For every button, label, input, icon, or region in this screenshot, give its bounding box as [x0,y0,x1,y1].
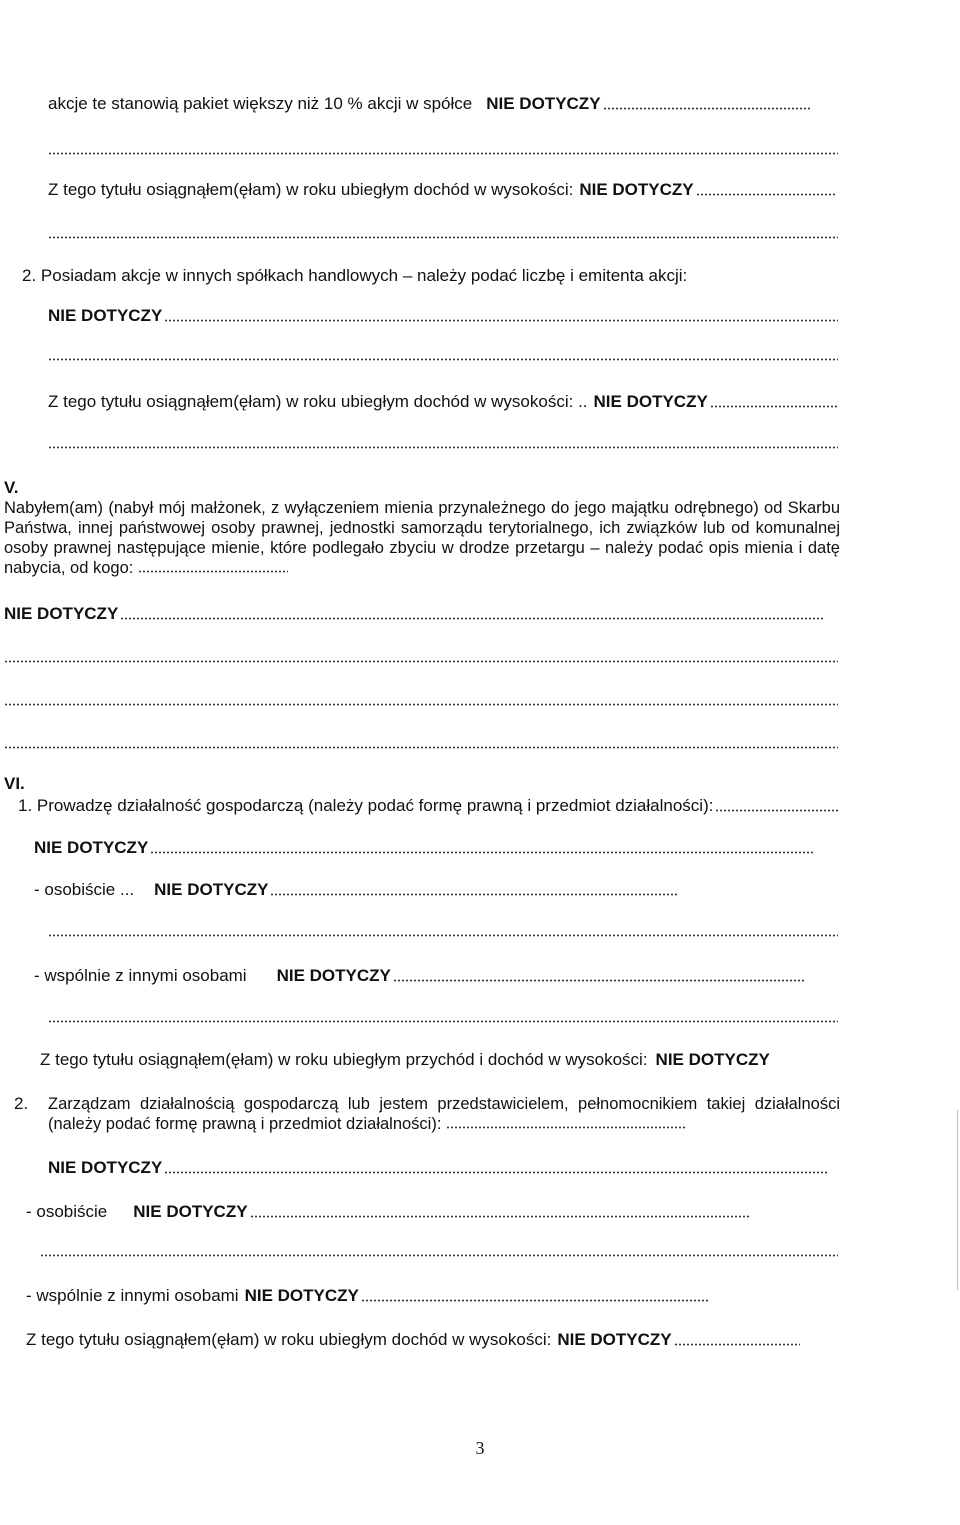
not-applicable-value: NIE DOTYCZY [593,392,708,411]
blank-dotted-line [4,660,838,663]
management-item-text-block [48,1094,840,1134]
section-vi-number: VI. [4,774,25,793]
fill-dots [393,979,806,982]
fill-dots [250,1215,750,1218]
other-shares-item [22,266,822,286]
income-line-2 [48,392,838,412]
income-text: Z tego tytułu osiągnąłem(ęłam) w roku ubiegłym dochód w wysokości: [48,180,574,199]
fill-dots [361,1299,708,1302]
not-applicable-value: NIE DOTYCZY [34,838,149,857]
other-shares-text: 2. Posiadam akcje w innych spółkach handlowych – należy podać liczbę i emitenta akcji: [22,266,688,285]
not-applicable-value: NIE DOTYCZY [48,306,163,325]
blank-dotted-line [4,746,838,749]
joint-label: - wspólnie z innymi osobami [26,1286,239,1305]
not-applicable-value: NIE DOTYCZY [579,180,694,199]
fill-dots [164,1171,828,1174]
blank-dotted-line [48,358,838,361]
revenue-line [40,1050,840,1070]
fill-dots [696,193,836,196]
section-v-number: V. [4,478,19,497]
fill-dots [270,893,678,896]
income-line-3 [26,1330,800,1350]
fill-dots [164,319,838,322]
blank-dotted-line [48,236,838,239]
fill-dots [120,617,824,620]
business-item-1 [18,796,838,816]
fill-dots [674,1343,800,1346]
business-item-1-text: 1. Prowadzę działalność gospodarczą (należy podać formę prawną i przedmiot działalności): [18,796,714,815]
personal-label: - osobiście ... [34,880,135,899]
fill-dots [150,851,814,854]
scan-edge-line [957,1110,958,1290]
joint-line [34,966,806,986]
not-applicable-value: NIE DOTYCZY [48,1158,163,1177]
shares-10-percent-line [48,94,812,114]
revenue-text: Z tego tytułu osiągnąłem(ęłam) w roku ubiegłym przychód i dochód w wysokości: [40,1050,648,1069]
management-item-text: Zarządzam działalnością gospodarczą lub jestem przedstawicielem, pełnomocnikiem takiej działalności (należy podać formę prawną i przedmiot działalności): [48,1095,840,1133]
blank-dotted-line [40,1254,838,1257]
personal-line [34,880,678,900]
not-applicable-value: NIE DOTYCZY [154,880,269,899]
fill-dots [603,107,812,110]
not-applicable-value: NIE DOTYCZY [655,1050,770,1069]
section-v-text: Nabyłem(am) (nabył mój małżonek, z wyłączeniem mienia przynależnego do jego majątku odrębnego) od Skarbu Państwa, innej państwowej osoby prawnej, jednostki samorządu terytorialnego, ich związków lub od komunalnej osoby prawnej następujące mienie, które podlegało zbyciu w drodze przetargu – należy podać opis mienia i datę nabycia, od kogo: [4,499,840,577]
blank-dotted-line [48,446,838,449]
income-text: Z tego tytułu osiągnąłem(ęłam) w roku ubiegłym dochód w wysokości: .. [48,392,588,411]
fill-dots [446,1126,686,1129]
income-text: Z tego tytułu osiągnąłem(ęłam) w roku ubiegłym dochód w wysokości: [26,1330,552,1349]
shares-10-percent-text: akcje te stanowią pakiet większy niż 10 % akcji w spółce [48,94,473,113]
management-item-number: 2. [14,1094,29,1113]
personal-line-2 [26,1202,750,1222]
management-answer [48,1158,828,1178]
fill-dots [715,809,838,812]
blank-dotted-line [48,934,838,937]
not-applicable-value: NIE DOTYCZY [557,1330,672,1349]
fill-dots [138,570,288,573]
income-line-1 [48,180,836,200]
not-applicable-value: NIE DOTYCZY [244,1286,359,1305]
blank-dotted-line [4,703,838,706]
section-v-answer [4,604,824,624]
not-applicable-value: NIE DOTYCZY [4,604,119,623]
blank-dotted-line [48,152,838,155]
business-item-1-answer [34,838,814,858]
page-number: 3 [475,1438,485,1458]
blank-dotted-line [48,1020,838,1023]
section-v-text-block [4,498,840,578]
not-applicable-value: NIE DOTYCZY [133,1202,248,1221]
joint-label: - wspólnie z innymi osobami [34,966,247,985]
not-applicable-value: NIE DOTYCZY [276,966,391,985]
not-applicable-value: NIE DOTYCZY [486,94,601,113]
joint-line-2 [26,1286,708,1306]
personal-label: - osobiście [26,1202,108,1221]
other-shares-answer [48,306,838,326]
fill-dots [710,405,838,408]
